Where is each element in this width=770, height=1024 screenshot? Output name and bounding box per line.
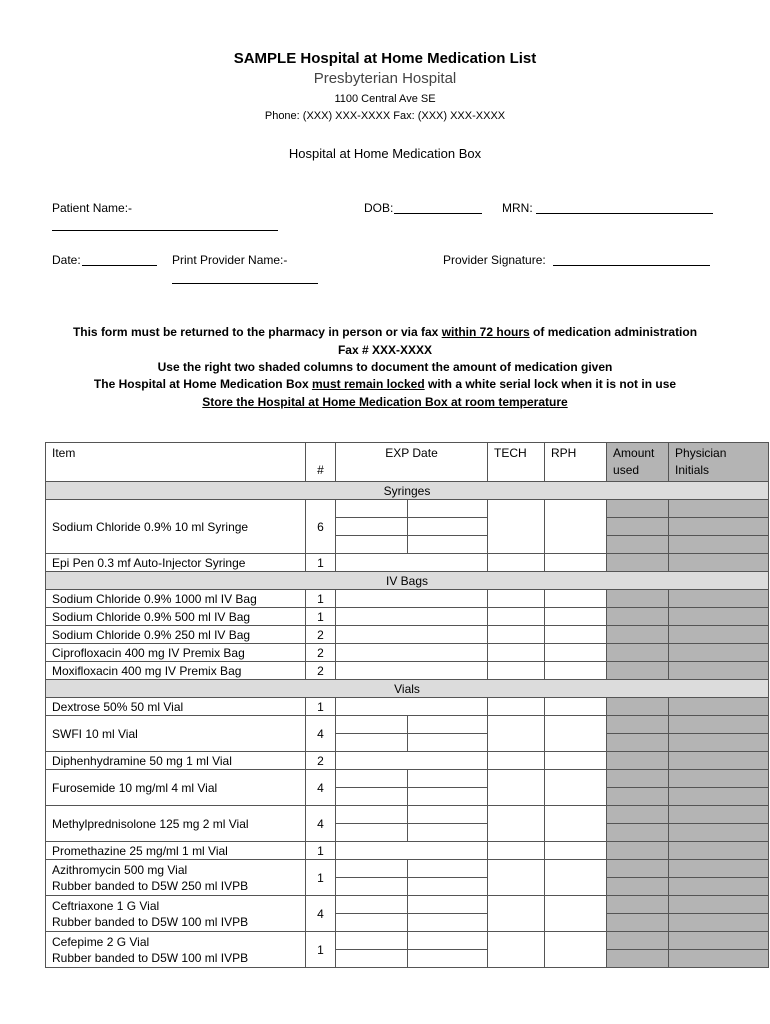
- exp-date-cell[interactable]: [408, 770, 488, 788]
- exp-date-cell[interactable]: [408, 806, 488, 824]
- exp-date-cell[interactable]: [336, 806, 408, 824]
- item-count: 1: [306, 608, 336, 626]
- item-name: Azithromycin 500 mg Vial Rubber banded to D5W 250 ml IVPB: [46, 860, 306, 896]
- physician-initials-cell[interactable]: [669, 500, 769, 518]
- physician-initials-cell[interactable]: [669, 932, 769, 950]
- exp-date-cell[interactable]: [408, 536, 488, 554]
- dob-field[interactable]: [394, 213, 482, 214]
- rph-cell[interactable]: [545, 500, 607, 554]
- exp-date-cell[interactable]: [408, 788, 488, 806]
- exp-date-cell[interactable]: [408, 914, 488, 932]
- item-name: Moxifloxacin 400 mg IV Premix Bag: [46, 662, 306, 680]
- item-name: Ciprofloxacin 400 mg IV Premix Bag: [46, 644, 306, 662]
- box-title: Hospital at Home Medication Box: [288, 146, 482, 161]
- exp-date-cell[interactable]: [336, 950, 408, 968]
- item-name: Dextrose 50% 50 ml Vial: [46, 698, 306, 716]
- patient-name-field[interactable]: [52, 230, 278, 231]
- date-label: Date:: [52, 253, 81, 267]
- rph-cell[interactable]: [545, 806, 607, 842]
- exp-date-cell[interactable]: [408, 932, 488, 950]
- amount-used-cell[interactable]: [607, 536, 669, 554]
- exp-date-cell[interactable]: [336, 644, 488, 662]
- exp-date-cell[interactable]: [408, 500, 488, 518]
- amount-used-cell[interactable]: [607, 842, 669, 860]
- table-row: [46, 716, 769, 734]
- section-header: Syringes: [46, 482, 769, 500]
- table-row: [46, 896, 769, 914]
- physician-initials-cell[interactable]: [669, 716, 769, 734]
- amount-used-cell[interactable]: [607, 608, 669, 626]
- item-name: Diphenhydramine 50 mg 1 ml Vial: [46, 752, 306, 770]
- tech-cell[interactable]: [488, 608, 545, 626]
- item-count: 4: [306, 716, 336, 752]
- amount-used-cell[interactable]: [607, 788, 669, 806]
- physician-initials-cell[interactable]: [669, 752, 769, 770]
- exp-date-cell[interactable]: [336, 824, 408, 842]
- amount-used-cell[interactable]: [607, 896, 669, 914]
- tech-cell[interactable]: [488, 896, 545, 932]
- item-count: 1: [306, 842, 336, 860]
- instruction-fax: Fax # XXX-XXXX: [337, 343, 433, 357]
- section-header: Vials: [46, 680, 769, 698]
- exp-date-cell[interactable]: [336, 842, 488, 860]
- amount-used-cell[interactable]: [607, 878, 669, 896]
- item-count: 1: [306, 590, 336, 608]
- instruction-locked: The Hospital at Home Medication Box must remain locked with a white serial lock when it is not in use: [93, 377, 677, 391]
- exp-date-cell[interactable]: [336, 932, 408, 950]
- amount-used-cell[interactable]: [607, 518, 669, 536]
- exp-date-cell[interactable]: [408, 860, 488, 878]
- exp-date-cell[interactable]: [336, 662, 488, 680]
- exp-date-cell[interactable]: [336, 518, 408, 536]
- header-physician-initials: Physician Initials: [669, 443, 769, 482]
- exp-date-cell[interactable]: [336, 788, 408, 806]
- physician-initials-cell[interactable]: [669, 896, 769, 914]
- section-row: [46, 482, 769, 500]
- tech-cell[interactable]: [488, 626, 545, 644]
- provider-signature-label: Provider Signature:: [443, 253, 546, 267]
- tech-cell[interactable]: [488, 806, 545, 842]
- exp-date-cell[interactable]: [408, 896, 488, 914]
- item-name: Furosemide 10 mg/ml 4 ml Vial: [46, 770, 306, 806]
- physician-initials-cell[interactable]: [669, 518, 769, 536]
- rph-cell[interactable]: [545, 554, 607, 572]
- tech-cell[interactable]: [488, 662, 545, 680]
- mrn-field[interactable]: [536, 213, 713, 214]
- item-count: 2: [306, 626, 336, 644]
- item-name: Cefepime 2 G Vial Rubber banded to D5W 100 ml IVPB: [46, 932, 306, 968]
- hospital-phone-fax: Phone: (XXX) XXX-XXXX Fax: (XXX) XXX-XXXX: [264, 110, 506, 122]
- exp-date-cell[interactable]: [336, 734, 408, 752]
- table-row: [46, 770, 769, 788]
- rph-cell[interactable]: [545, 608, 607, 626]
- tech-cell[interactable]: [488, 590, 545, 608]
- tech-cell[interactable]: [488, 752, 545, 770]
- amount-used-cell[interactable]: [607, 950, 669, 968]
- rph-cell[interactable]: [545, 644, 607, 662]
- exp-date-cell[interactable]: [336, 896, 408, 914]
- tech-cell[interactable]: [488, 860, 545, 896]
- rph-cell[interactable]: [545, 896, 607, 932]
- table-row: [46, 752, 769, 770]
- item-count: 1: [306, 698, 336, 716]
- rph-cell[interactable]: [545, 752, 607, 770]
- tech-cell[interactable]: [488, 770, 545, 806]
- physician-initials-cell[interactable]: [669, 842, 769, 860]
- physician-initials-cell[interactable]: [669, 734, 769, 752]
- amount-used-cell[interactable]: [607, 554, 669, 572]
- tech-cell[interactable]: [488, 554, 545, 572]
- patient-name-label: Patient Name:-: [52, 201, 133, 215]
- section-row: [46, 680, 769, 698]
- exp-date-cell[interactable]: [336, 878, 408, 896]
- physician-initials-cell[interactable]: [669, 914, 769, 932]
- physician-initials-cell[interactable]: [669, 698, 769, 716]
- physician-initials-cell[interactable]: [669, 770, 769, 788]
- rph-cell[interactable]: [545, 590, 607, 608]
- amount-used-cell[interactable]: [607, 824, 669, 842]
- instruction-temperature: Store the Hospital at Home Medication Box at room temperature: [202, 395, 568, 409]
- table-row: [46, 932, 769, 950]
- exp-date-cell[interactable]: [408, 734, 488, 752]
- item-count: 4: [306, 896, 336, 932]
- table-row: [46, 860, 769, 878]
- rph-cell[interactable]: [545, 932, 607, 968]
- amount-used-cell[interactable]: [607, 644, 669, 662]
- rph-cell[interactable]: [545, 842, 607, 860]
- header-count: #: [306, 443, 336, 482]
- tech-cell[interactable]: [488, 644, 545, 662]
- physician-initials-cell[interactable]: [669, 788, 769, 806]
- rph-cell[interactable]: [545, 716, 607, 752]
- item-count: 2: [306, 644, 336, 662]
- table-row: [46, 500, 769, 518]
- rph-cell[interactable]: [545, 860, 607, 896]
- item-name: Ceftriaxone 1 G Vial Rubber banded to D5W 100 ml IVPB: [46, 896, 306, 932]
- physician-initials-cell[interactable]: [669, 626, 769, 644]
- item-name: Sodium Chloride 0.9% 500 ml IV Bag: [46, 608, 306, 626]
- table-row: [46, 590, 769, 608]
- provider-name-field[interactable]: [172, 283, 318, 284]
- item-count: 2: [306, 752, 336, 770]
- header-item: Item: [46, 443, 306, 482]
- document-title: SAMPLE Hospital at Home Medication List: [233, 50, 537, 67]
- physician-initials-cell[interactable]: [669, 824, 769, 842]
- item-count: 6: [306, 500, 336, 554]
- exp-date-cell[interactable]: [336, 554, 488, 572]
- amount-used-cell[interactable]: [607, 932, 669, 950]
- tech-cell[interactable]: [488, 716, 545, 752]
- section-header: IV Bags: [46, 572, 769, 590]
- amount-used-cell[interactable]: [607, 662, 669, 680]
- exp-date-cell[interactable]: [408, 518, 488, 536]
- mrn-label: MRN:: [502, 201, 533, 215]
- item-name: Sodium Chloride 0.9% 250 ml IV Bag: [46, 626, 306, 644]
- exp-date-cell[interactable]: [336, 608, 488, 626]
- table-row: [46, 698, 769, 716]
- physician-initials-cell[interactable]: [669, 878, 769, 896]
- exp-date-cell[interactable]: [336, 698, 488, 716]
- table-row: [46, 842, 769, 860]
- physician-initials-cell[interactable]: [669, 608, 769, 626]
- exp-date-cell[interactable]: [408, 716, 488, 734]
- dob-label: DOB:: [364, 201, 394, 215]
- rph-cell[interactable]: [545, 698, 607, 716]
- hospital-name: Presbyterian Hospital: [313, 70, 457, 87]
- tech-cell[interactable]: [488, 500, 545, 554]
- table-header-row: [46, 443, 769, 482]
- amount-used-cell[interactable]: [607, 860, 669, 878]
- physician-initials-cell[interactable]: [669, 554, 769, 572]
- provider-signature-field[interactable]: [553, 265, 710, 266]
- tech-cell[interactable]: [488, 932, 545, 968]
- exp-date-cell[interactable]: [408, 878, 488, 896]
- physician-initials-cell[interactable]: [669, 806, 769, 824]
- rph-cell[interactable]: [545, 770, 607, 806]
- exp-date-cell[interactable]: [336, 500, 408, 518]
- exp-date-cell[interactable]: [336, 536, 408, 554]
- amount-used-cell[interactable]: [607, 590, 669, 608]
- amount-used-cell[interactable]: [607, 734, 669, 752]
- amount-used-cell[interactable]: [607, 500, 669, 518]
- exp-date-cell[interactable]: [408, 824, 488, 842]
- table-row: [46, 608, 769, 626]
- item-name: Methylprednisolone 125 mg 2 ml Vial: [46, 806, 306, 842]
- exp-date-cell[interactable]: [336, 716, 408, 734]
- table-row: [46, 806, 769, 824]
- item-name: Sodium Chloride 0.9% 10 ml Syringe: [46, 500, 306, 554]
- table-row: [46, 554, 769, 572]
- exp-date-cell[interactable]: [408, 950, 488, 968]
- item-count: 4: [306, 806, 336, 842]
- table-row: [46, 644, 769, 662]
- item-name: SWFI 10 ml Vial: [46, 716, 306, 752]
- item-name: Epi Pen 0.3 mf Auto-Injector Syringe: [46, 554, 306, 572]
- item-name: Sodium Chloride 0.9% 1000 ml IV Bag: [46, 590, 306, 608]
- amount-used-cell[interactable]: [607, 770, 669, 788]
- table-row: [46, 662, 769, 680]
- item-count: 1: [306, 860, 336, 896]
- physician-initials-cell[interactable]: [669, 950, 769, 968]
- medication-table: [45, 442, 769, 968]
- amount-used-cell[interactable]: [607, 716, 669, 734]
- section-row: [46, 572, 769, 590]
- rph-cell[interactable]: [545, 662, 607, 680]
- exp-date-cell[interactable]: [336, 860, 408, 878]
- amount-used-cell[interactable]: [607, 752, 669, 770]
- physician-initials-cell[interactable]: [669, 644, 769, 662]
- table-row: [46, 626, 769, 644]
- physician-initials-cell[interactable]: [669, 662, 769, 680]
- exp-date-cell[interactable]: [336, 770, 408, 788]
- exp-date-cell[interactable]: [336, 590, 488, 608]
- item-name: Promethazine 25 mg/ml 1 ml Vial: [46, 842, 306, 860]
- amount-used-cell[interactable]: [607, 626, 669, 644]
- instruction-shaded-columns: Use the right two shaded columns to document the amount of medication given: [157, 360, 613, 374]
- header-tech: TECH: [488, 443, 545, 482]
- tech-cell[interactable]: [488, 698, 545, 716]
- amount-used-cell[interactable]: [607, 698, 669, 716]
- physician-initials-cell[interactable]: [669, 590, 769, 608]
- physician-initials-cell[interactable]: [669, 860, 769, 878]
- date-field[interactable]: [82, 265, 157, 266]
- header-amount-used: Amount used: [607, 443, 669, 482]
- physician-initials-cell[interactable]: [669, 536, 769, 554]
- tech-cell[interactable]: [488, 842, 545, 860]
- provider-name-label: Print Provider Name:-: [172, 253, 288, 267]
- item-count: 1: [306, 554, 336, 572]
- amount-used-cell[interactable]: [607, 806, 669, 824]
- item-count: 4: [306, 770, 336, 806]
- exp-date-cell[interactable]: [336, 752, 488, 770]
- item-count: 2: [306, 662, 336, 680]
- exp-date-cell[interactable]: [336, 914, 408, 932]
- instruction-return: This form must be returned to the pharmacy in person or via fax within 72 hours of medication administration: [72, 325, 698, 339]
- exp-date-cell[interactable]: [336, 626, 488, 644]
- hospital-address: 1100 Central Ave SE: [334, 93, 436, 105]
- header-exp-date: EXP Date: [336, 443, 488, 482]
- item-count: 1: [306, 932, 336, 968]
- header-rph: RPH: [545, 443, 607, 482]
- rph-cell[interactable]: [545, 626, 607, 644]
- amount-used-cell[interactable]: [607, 914, 669, 932]
